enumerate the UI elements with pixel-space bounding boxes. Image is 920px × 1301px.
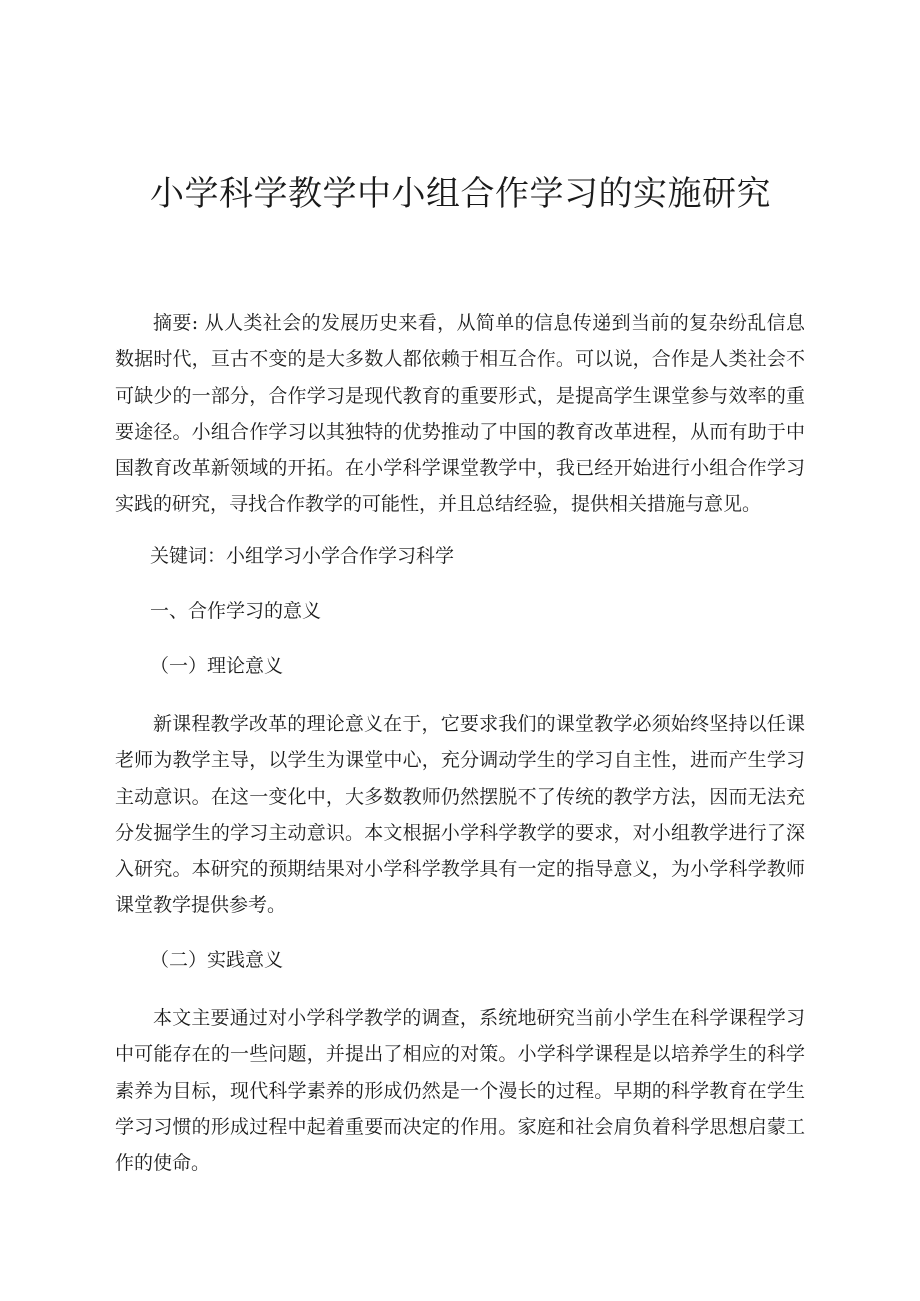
subsection-heading-theory: （一）理论意义: [150, 655, 284, 677]
theory-paragraph: 新课程教学改革的理论意义在于，它要求我们的课堂教学必须始终坚持以任课老师为教学主导，以学生为课堂中心，充分调动学生的学习自主性，进而产生学习主动意识。在这一变化中，大多数教师仍然摆脱不了传统的教学方法，因而无法充分发掘学生的学习主动意识。本文根据小学科学教学的要求，对小组教学进行了深入研究。本研究的预期结果对小学科学教学具有一定的指导意义，为小学科学教师课堂教学提供参考。: [115, 713, 805, 917]
subsection-heading-practice: （二）实践意义: [150, 949, 284, 971]
section-heading-significance: 一、合作学习的意义: [150, 600, 322, 622]
abstract-paragraph: 摘要: 从人类社会的发展历史来看，从简单的信息传递到当前的复杂纷乱信息数据时代，亘古不变的是大多数人都依赖于相互合作。可以说，合作是人类社会不可缺少的一部分，合作学习是现代教育的重要形式，是提高学生课堂参与效率的重要途径。小组合作学习以其独特的优势推动了中国的教育改革进程，从而有助于中国教育改革新领域的开拓。在小学科学课堂教学中，我已经开始进行小组合作学习实践的研究，寻找合作教学的可能性，并且总结经验，提供相关措施与意见。: [115, 312, 805, 516]
keywords-line: 关键词：小组学习小学合作学习科学: [150, 545, 455, 567]
practice-paragraph: 本文主要通过对小学科学教学的调查，系统地研究当前小学生在科学课程学习中可能存在的一些问题，并提出了相应的对策。小学科学课程是以培养学生的科学素养为目标，现代科学素养的形成仍然是一个漫长的过程。早期的科学教育在学生学习习惯的形成过程中起着重要而决定的作用。家庭和社会肩负着科学思想启蒙工作的使命。: [115, 1007, 805, 1175]
document-title: 小学科学教学中小组合作学习的实施研究: [150, 174, 771, 214]
